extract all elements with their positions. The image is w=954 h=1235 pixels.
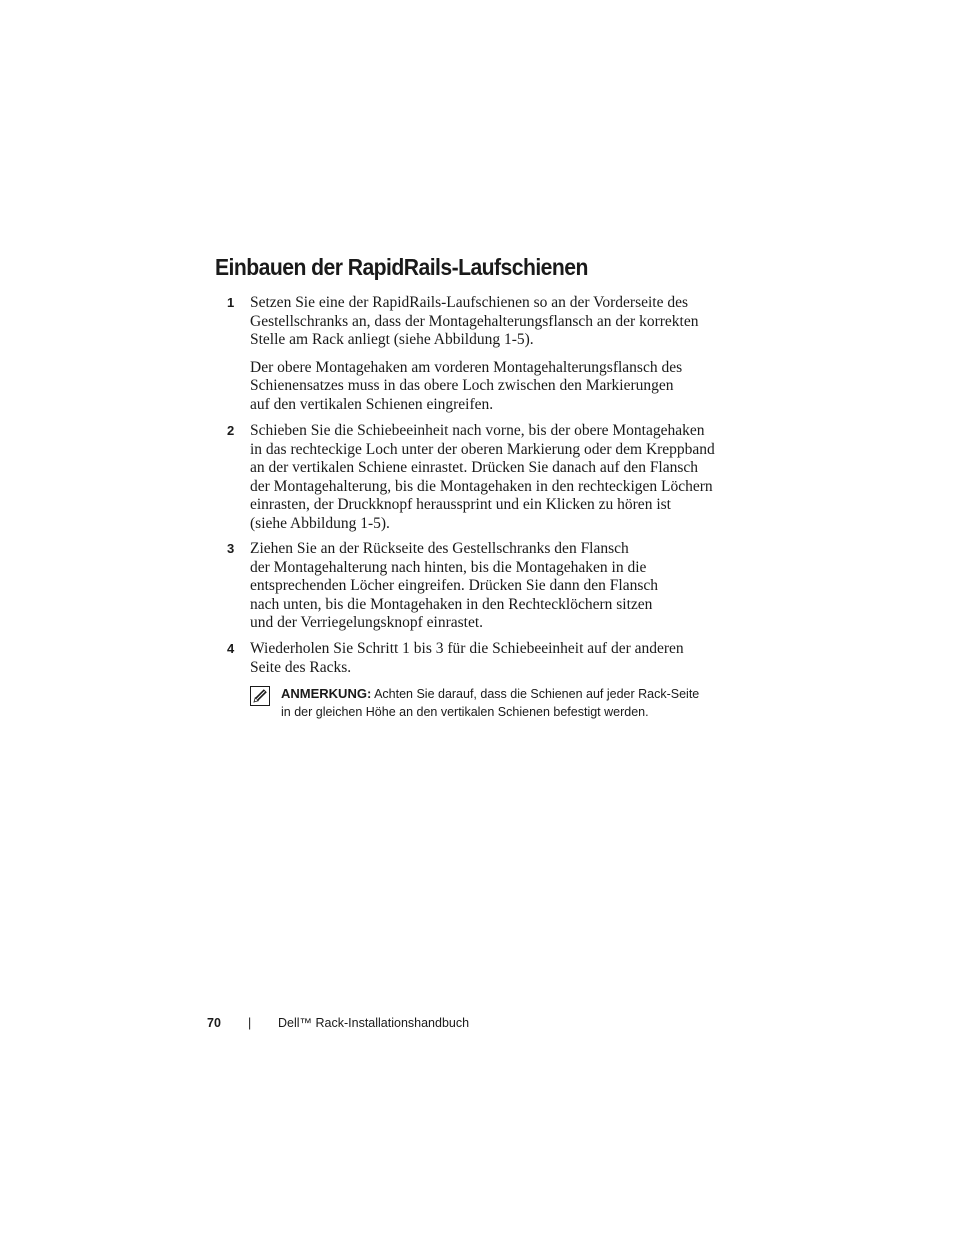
text-line: Gestellschranks an, dass der Montagehalterungsflansch an der korrekten xyxy=(250,312,699,330)
step-number: 2 xyxy=(227,423,235,438)
note-text xyxy=(281,685,699,721)
footer-separator: | xyxy=(248,1016,252,1030)
text-line: und der Verriegelungsknopf einrastet. xyxy=(250,614,484,632)
step-body xyxy=(250,640,720,677)
note-text-part: Achten Sie darauf, dass die Schienen auf jeder Rack-Seite xyxy=(371,687,700,701)
note-pencil-icon xyxy=(250,686,270,706)
text-line: nach unten, bis die Montagehaken in den Rechtecklöchern sitzen xyxy=(250,595,653,613)
step-paragraph xyxy=(250,294,720,350)
step-body xyxy=(250,540,720,633)
text-line: entsprechenden Löcher eingreifen. Drücken Sie dann den Flansch xyxy=(250,577,659,595)
text-line: an der vertikalen Schiene einrastet. Drücken Sie danach auf den Flansch xyxy=(250,459,699,477)
text-line: Der obere Montagehaken am vorderen Montagehalterungsflansch des xyxy=(250,358,683,376)
page-number: 70 xyxy=(207,1016,221,1030)
note-line-1 xyxy=(281,685,699,704)
text-line: Seite des Racks. xyxy=(250,658,352,676)
section-heading: Einbauen der RapidRails-Laufschienen xyxy=(215,254,588,280)
text-line: der Montagehalterung, bis die Montagehaken in den rechteckigen Löchern xyxy=(250,477,713,495)
text-line: der Montagehalterung nach hinten, bis die Montagehaken in die xyxy=(250,558,647,576)
text-line: einrasten, der Druckknopf heraussprint und ein Klicken zu hören ist xyxy=(250,496,671,514)
footer-title: Dell™ Rack-Installationshandbuch xyxy=(278,1016,470,1030)
text-line: Setzen Sie eine der RapidRails-Laufschienen so an der Vorderseite des xyxy=(250,294,689,311)
text-line: Schienensatzes muss in das obere Loch zwischen den Markierungen xyxy=(250,377,674,395)
text-line: Schieben Sie die Schiebeeinheit nach vorne, bis der obere Montagehaken xyxy=(250,422,705,439)
step-paragraph xyxy=(250,359,720,415)
note-label: ANMERKUNG: xyxy=(281,686,372,701)
text-line: Wiederholen Sie Schritt 1 bis 3 für die Schiebeeinheit auf der anderen xyxy=(250,640,684,657)
step-number: 4 xyxy=(227,641,235,656)
text-line: Ziehen Sie an der Rückseite des Gestellschranks den Flansch xyxy=(250,540,629,557)
step-number: 3 xyxy=(227,541,235,556)
text-line: auf den vertikalen Schienen eingreifen. xyxy=(250,395,494,413)
text-line: (siehe Abbildung 1-5). xyxy=(250,514,390,532)
step-body xyxy=(250,294,720,415)
text-line: in das rechteckige Loch unter der oberen Markierung oder dem Kreppband xyxy=(250,440,715,458)
text-line: Stelle am Rack anliegt (siehe Abbildung 1-5). xyxy=(250,331,534,349)
step-body xyxy=(250,422,720,534)
note-line-2: in der gleichen Höhe an den vertikalen Schienen befestigt werden. xyxy=(281,704,649,719)
step-number: 1 xyxy=(227,295,235,310)
